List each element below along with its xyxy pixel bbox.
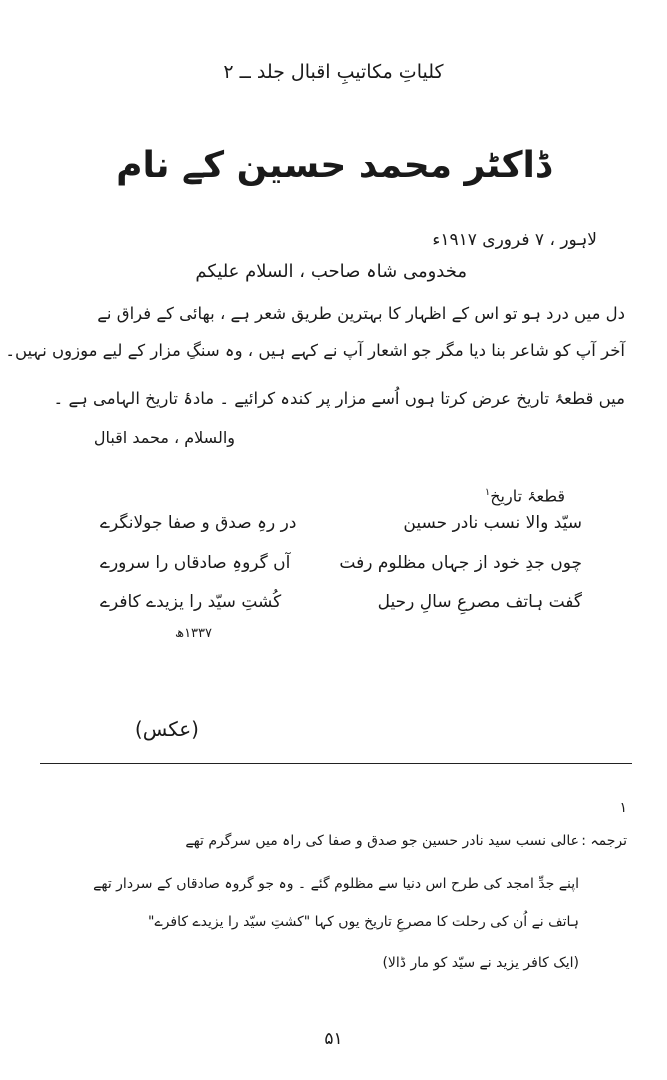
letter-salutation: مخدومی شاہ صاحب ، السلام علیکم <box>195 261 467 282</box>
footnote-line: اپنے جدِّ امجد کی طرح اس دنیا سے مظلوم گئے ۔ وہ جو گروہ صادقاں کے سردار تھے <box>93 876 579 892</box>
letter-closing: والسلام ، محمد اقبال <box>93 428 235 447</box>
facsimile-label: (عکس) <box>134 717 199 741</box>
verse-couplet-3-left: کُشتِ سیّد را یزیدے کافرے <box>100 592 282 612</box>
verse-couplet-3-right: گفت ہاتف مصرعِ سالِ رحیل <box>377 592 582 612</box>
qita-heading <box>485 480 565 509</box>
footnote-label: ترجمہ : <box>581 833 627 849</box>
letter-body-line: میں قطعۂ تاریخ عرض کرتا ہوں اُسے مزار پر کندہ کرائیے ۔ مادۂ تاریخ الہامی ہے ۔ <box>53 389 625 408</box>
verse-couplet-1-left: در رہِ صدق و صفا جولانگرے <box>100 513 297 533</box>
footnote-line: (ایک کافر یزید نے سیّد کو مار ڈالا) <box>382 955 579 971</box>
qita-year: ۱۳۳۷ھ <box>175 626 213 641</box>
qita-heading-text: قطعۂ تاریخ <box>490 486 565 506</box>
qita-heading-footnote-mark: ۱ <box>484 487 491 498</box>
verse-couplet-1-right: سیّد والا نسب نادر حسین <box>403 513 582 533</box>
letter-body-line: دل میں درد ہو تو اس کے اظہار کا بہترین طریق شعر ہے ، بھائی کے فراق نے <box>97 304 625 323</box>
verse-couplet-2-right: چوں جدِ خود از جہاں مظلوم رفت <box>339 553 582 573</box>
footnote-divider <box>40 763 632 764</box>
page-number: ۵۱ <box>324 1029 343 1049</box>
footnote-line: ہاتف نے اُن کی رحلت کا مصرعِ تاریخ یوں کہا "کشتِ سیّد را یزیدے کافرے" <box>148 914 579 930</box>
footnote-mark: ۱ <box>619 800 627 816</box>
letter-title: ڈاکٹر محمد حسین کے نام <box>116 145 551 186</box>
letter-dateline: لاہور ، ۷ فروری ۱۹۱۷ء <box>432 230 597 250</box>
verse-couplet-2-left: آں گروہِ صادقاں را سرورے <box>100 553 291 573</box>
footnote-line: عالی نسب سید نادر حسین جو صدق و صفا کی راہ میں سرگرم تھے <box>185 833 579 849</box>
running-header: کلیاتِ مکاتیبِ اقبال جلد ــ ۲ <box>223 61 444 83</box>
letter-body-line: آخر آپ کو شاعر بنا دیا مگر جو اشعار آپ نے کہے ہیں ، وہ سنگِ مزار کے لیے موزوں نہیں۔ <box>5 341 625 360</box>
